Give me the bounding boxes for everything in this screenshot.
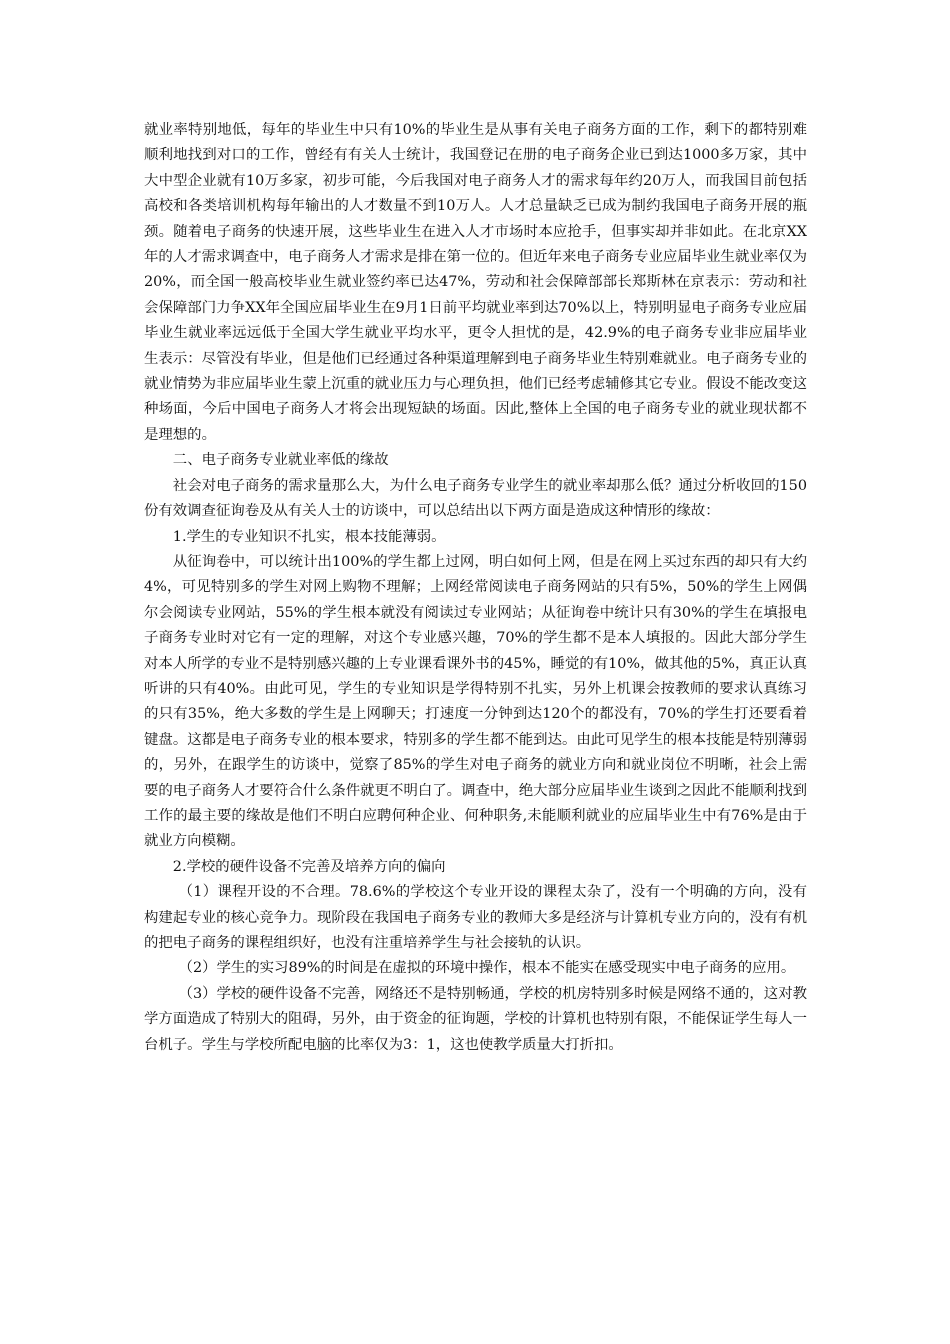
paragraph-survey-findings: 从征询卷中，可以统计出100%的学生都上过网，明白如何上网，但是在网上买过东西的却只有大约4%，可见特别多的学生对网上购物不理解；上网经常阅读电子商务网站的只有5%，50%的学生上网偶尔会阅读专业网站，55%的学生根本就没有阅读过专业网站；从征询卷中统计只有30%的学生在填报电子商务专业时对它有一定的理解，对这个专业感兴趣，70%的学生都不是本人填报的。因此大部分学生对本人所学的专业不是特别感兴趣的上专业课看课外书的45%，睡觉的有10%，做其他的5%，真正认真听讲的只有40%。由此可见，学生的专业知识是学得特别不扎实，另外上机课会按教师的要求认真练习的只有35%，绝大多数的学生是上网聊天；打速度一分钟到达120个的都没有，70%的学生打还要看着键盘。这都是电子商务专业的根本要求，特别多的学生都不能到达。由此可见学生的根本技能是特别薄弱的，另外，在跟学生的访谈中，觉察了85%的学生对电子商务的就业方向和就业岗位不明晰，社会上需要的电子商务人才要符合什么条件就更不明白了。调查中，绝大部分应届毕业生谈到之因此不能顺利找到工作的最主要的缘故是他们不明白应聘何种企业、何种职务,未能顺利就业的应届毕业生中有76%是由于就业方向模糊。 <box>144 553 807 850</box>
paragraph-curriculum: （1）课程开设的不合理。78.6%的学校这个专业开设的课程太杂了，没有一个明确的方向，没有构建起专业的核心竞争力。现阶段在我国电子商务专业的教师大多是经济与计算机专业方向的，没有有机的把电子商务的课程组织好，也没有注重培养学生与社会接轨的认识。 <box>144 884 807 951</box>
paragraph-employment-status: 就业率特别地低，每年的毕业生中只有10%的毕业生是从事有关电子商务方面的工作，剩下的都特别难顺利地找到对口的工作，曾经有有关人士统计，我国登记在册的电子商务企业已到达1000多万家，其中大中型企业就有10万多家，初步可能，今后我国对电子商务人才的需求每年约20万人，而我国目前包括高校和各类培训机构每年输出的人才数量不到10万人。人才总量缺乏已成为制约我国电子商务开展的瓶颈。随着电子商务的快速开展，这些毕业生在进入人才市场时本应抢手，但事实却并非如此。在北京XX年的人才需求调查中，电子商务人才需求是排在第一位的。但近年来电子商务专业应届毕业生就业率仅为20%，而全国一般高校毕业生就业签约率已达47%，劳动和社会保障部部长郑斯林在京表示：劳动和社会保障部门力争XX年全国应届毕业生在9月1日前平均就业率到达70%以上，特别明显电子商务专业应届毕业生就业率远远低于全国大学生就业平均水平，更令人担忧的是，42.9%的电子商务专业非应届毕业生表示：尽管没有毕业，但是他们已经通过各种渠道理解到电子商务毕业生特别难就业。电子商务专业的就业情势为非应届毕业生蒙上沉重的就业压力与心理负担，他们已经考虑辅修其它专业。假设不能改变这种场面，今后中国电子商务人才将会出现短缺的场面。因此,整体上全国的电子商务专业的就业现状都不是理想的。 <box>144 122 807 443</box>
paragraph-reasons-intro: 社会对电子商务的需求量那么大，为什么电子商务专业学生的就业率却那么低？通过分析收回的150份有效调查征询卷及从有关人士的访谈中，可以总结出以下两方面是造成这种情形的缘故： <box>144 477 807 520</box>
paragraph-hardware: （3）学校的硬件设备不完善，网络还不是特别畅通，学校的机房特别多时候是网络不通的，这对教学方面造成了特别大的阻碍，另外，由于资金的征询题，学校的计算机也特别有限，不能保证学生每人一台机子。学生与学校所配电脑的比率仅为3：1，这也使教学质量大打折扣。 <box>144 985 807 1053</box>
paragraph-internship: （2）学生的实习89%的时间是在虚拟的环境中操作，根本不能实在感受现实中电子商务的应用。 <box>178 960 796 977</box>
subheading-student-skills: 1.学生的专业知识不扎实，根本技能薄弱。 <box>172 528 446 545</box>
document-body <box>144 118 807 1058</box>
section-heading-reasons: 二、电子商务专业就业率低的缘故 <box>172 452 389 469</box>
subheading-school-hardware: 2.学校的硬件设备不完善及培养方向的偏向 <box>172 858 446 875</box>
